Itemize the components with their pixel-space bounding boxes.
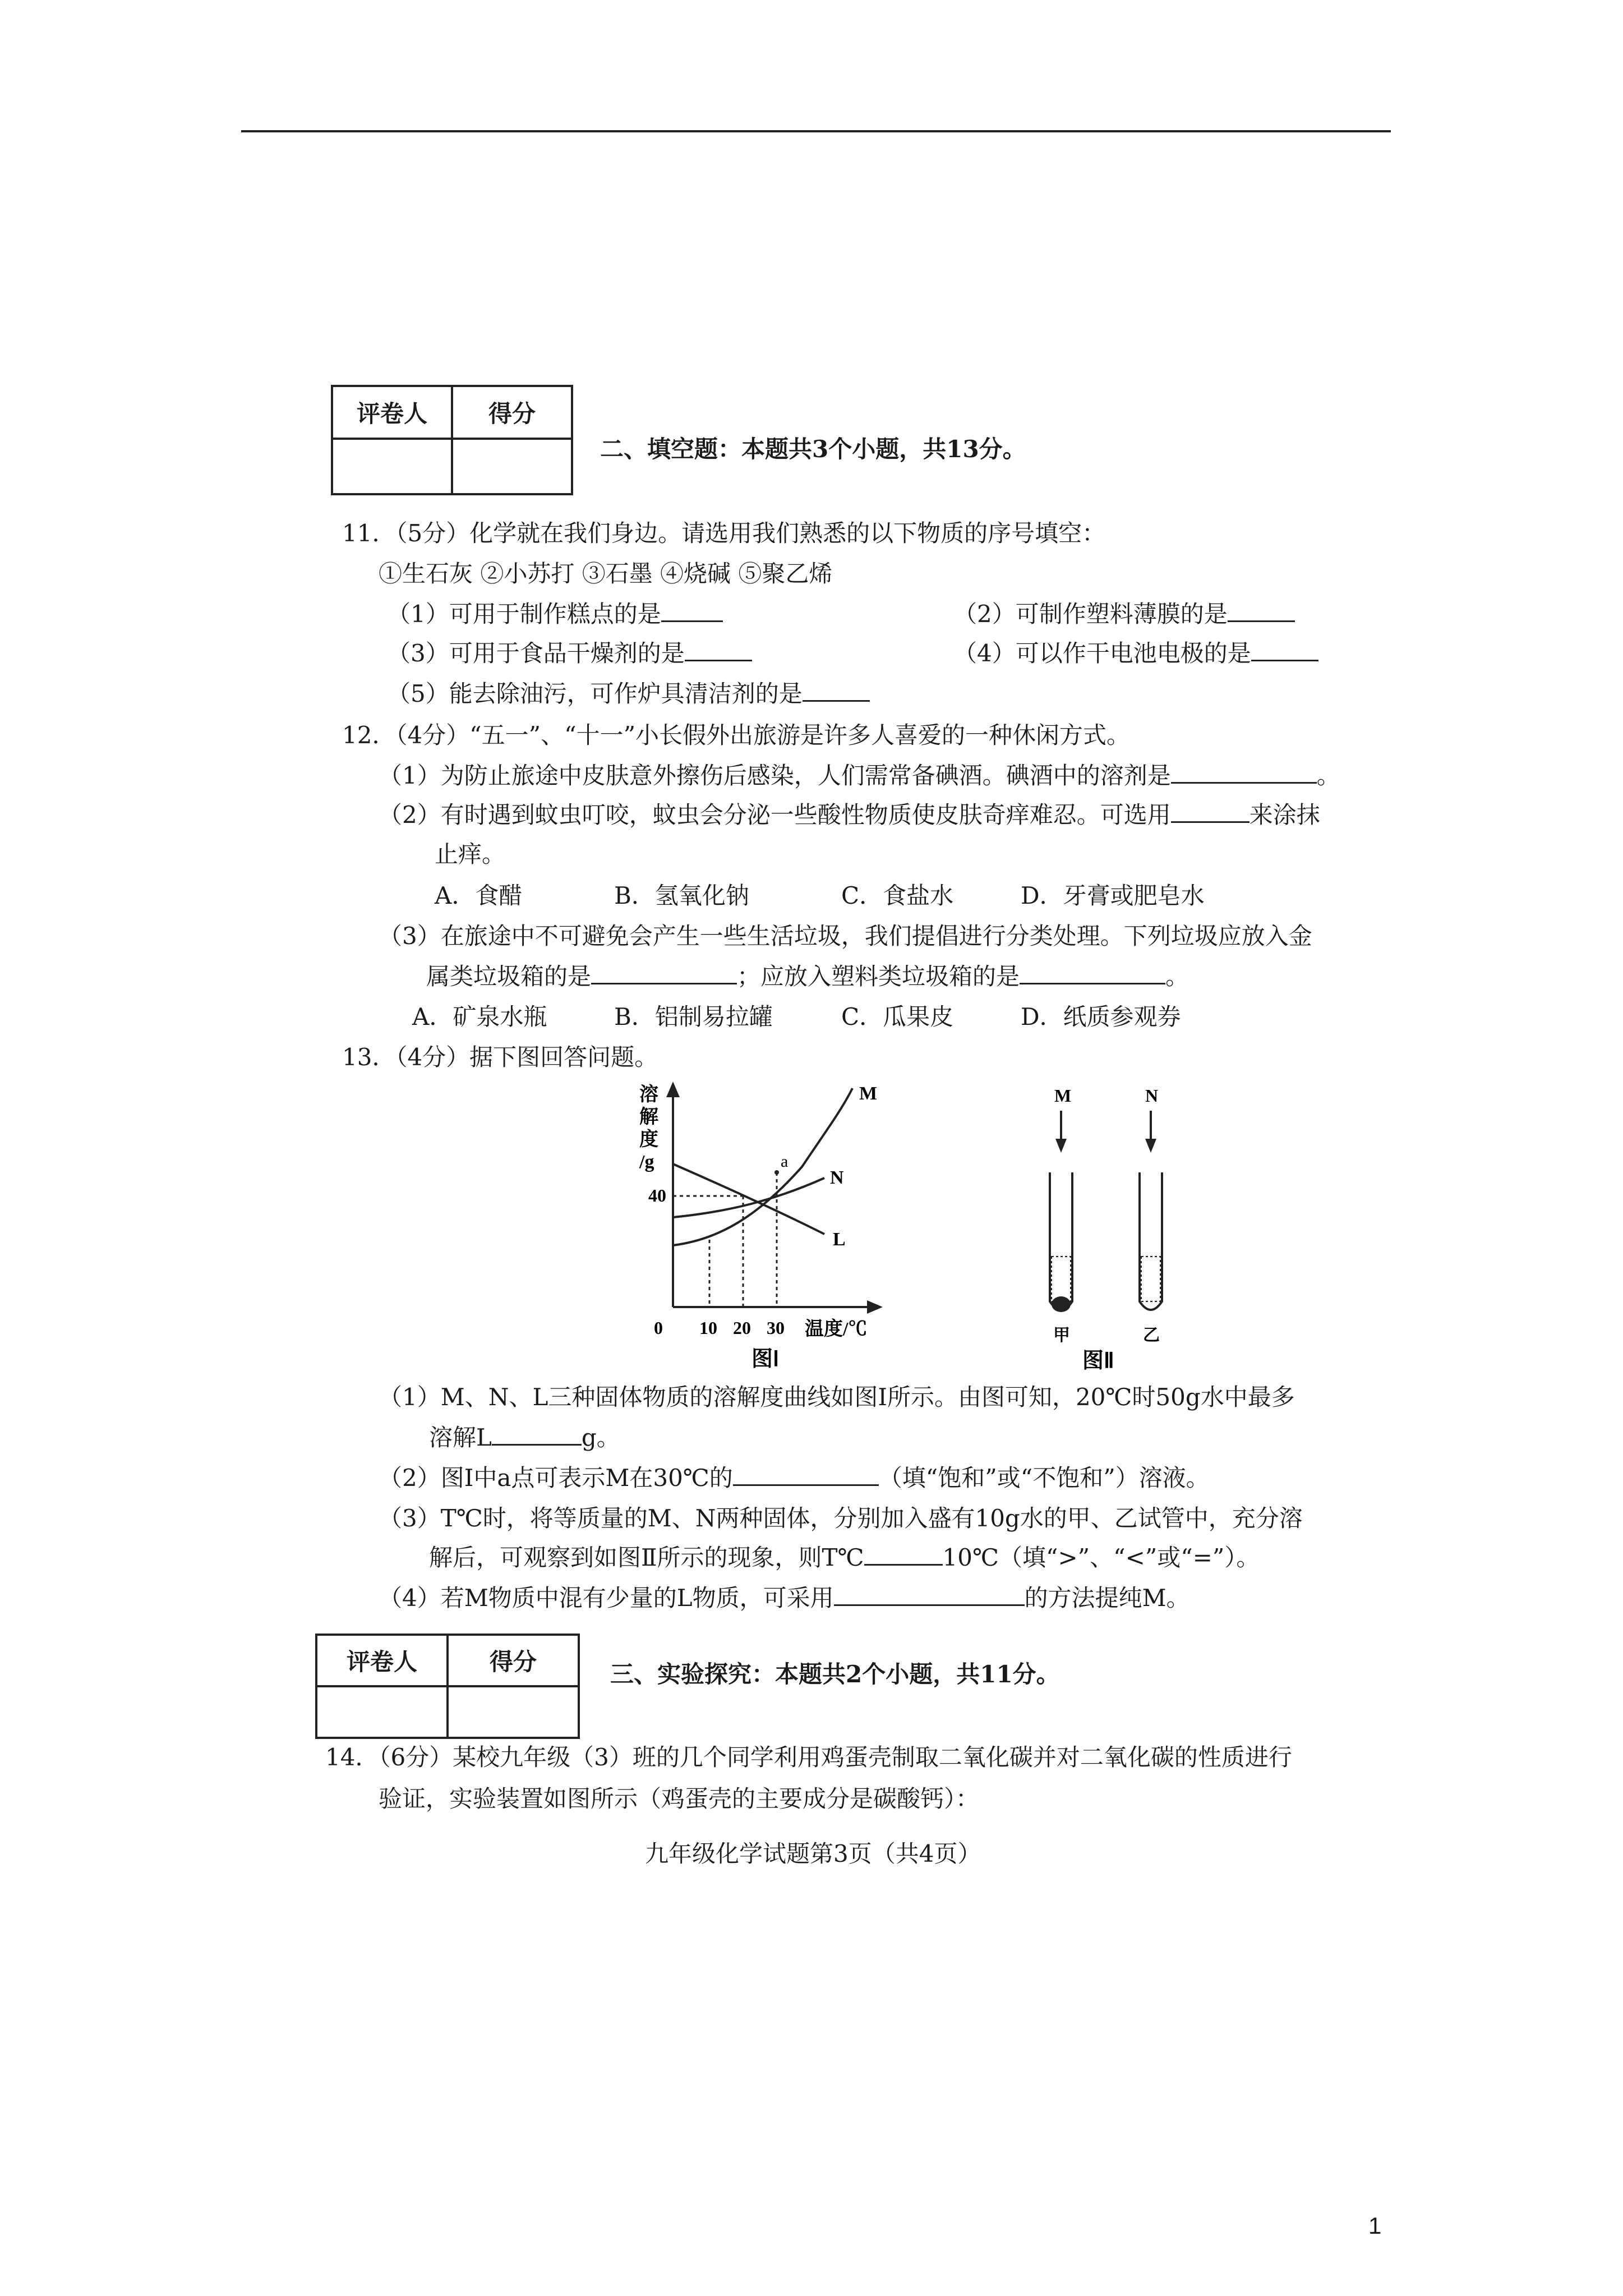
q11-part5-text: （5）能去除油污，可作炉具清洁剂的是 bbox=[387, 680, 803, 707]
q12-option-b: B．氢氧化钠 bbox=[614, 882, 749, 909]
q12-option-d: D．牙膏或肥皂水 bbox=[1021, 882, 1205, 909]
q12-option3-d: D．纸质参观券 bbox=[1021, 1003, 1181, 1030]
tube-label-m: M bbox=[1054, 1085, 1072, 1106]
q13-part1-text-b: 溶解L bbox=[429, 1424, 492, 1451]
answer-blank bbox=[685, 660, 752, 661]
q11-part2 bbox=[953, 602, 1295, 626]
curve-m bbox=[673, 1088, 852, 1245]
q12-part2-cont: 止痒。 bbox=[435, 840, 506, 868]
y-axis-label-2: 解 bbox=[639, 1107, 658, 1128]
q11-part2-text: （2）可制作塑料薄膜的是 bbox=[953, 600, 1228, 628]
q12-stem: 12．（4分）“五一”、“十一”小长假外出旅游是许多人喜爱的一种休闲方式。 bbox=[342, 721, 1131, 749]
x-tick-10: 10 bbox=[699, 1318, 717, 1338]
answer-blank bbox=[1020, 983, 1165, 984]
page-footer-label: 九年级化学试题第3页（共4页） bbox=[645, 1840, 981, 1867]
q11-part4 bbox=[953, 639, 1318, 667]
score-label: 得分 bbox=[452, 386, 572, 439]
page-number: 1 bbox=[1368, 2212, 1382, 2239]
q11-part1-text: （1）可用于制作糕点的是 bbox=[387, 600, 661, 628]
figure-1-caption: 图Ⅰ bbox=[751, 1347, 780, 1371]
x-tick-20: 20 bbox=[733, 1318, 751, 1338]
point-a bbox=[774, 1170, 779, 1175]
tube-jia-precipitate bbox=[1052, 1296, 1071, 1312]
grader-label: 评卷人 bbox=[316, 1635, 448, 1686]
x-axis-label: 温度/℃ bbox=[805, 1319, 868, 1340]
q12-part3-text-b: 属类垃圾箱的是 bbox=[426, 963, 592, 990]
tube-yi bbox=[1140, 1172, 1162, 1310]
tube-label-jia: 甲 bbox=[1053, 1326, 1070, 1345]
q13-part1-cont bbox=[429, 1426, 620, 1450]
grader-cell bbox=[332, 439, 452, 494]
x-tick-30: 30 bbox=[767, 1318, 785, 1338]
answer-blank bbox=[803, 700, 870, 702]
answer-blank bbox=[1228, 620, 1295, 622]
q12-part3-text-d: 。 bbox=[1165, 963, 1189, 990]
score-box-section3 bbox=[315, 1634, 580, 1739]
top-rule bbox=[241, 130, 1391, 132]
q12-option3-c: C．瓜果皮 bbox=[841, 1003, 954, 1030]
q13-part4-text: （4）若M物质中混有少量的L物质，可采用 bbox=[379, 1584, 834, 1612]
arrow-m-head bbox=[1055, 1139, 1067, 1153]
q11-part4-text: （4）可以作干电池电极的是 bbox=[953, 639, 1251, 667]
y-axis-label-4: /g bbox=[639, 1152, 654, 1172]
q13-part4 bbox=[379, 1586, 1190, 1610]
q12-part2-text-b: 来涂抹 bbox=[1249, 801, 1320, 829]
q11-part3 bbox=[387, 639, 752, 667]
x-origin: 0 bbox=[654, 1318, 663, 1338]
answer-blank bbox=[1171, 782, 1317, 784]
figure-1-solubility-graph bbox=[606, 1071, 909, 1374]
q13-part1: （1）M、N、L三种固体物质的溶解度曲线如图Ⅰ所示。由图可知，20℃时50g水中最多 bbox=[379, 1383, 1295, 1411]
answer-blank bbox=[661, 620, 723, 622]
curve-label-l: L bbox=[833, 1229, 846, 1250]
tube-yi-liquid bbox=[1141, 1257, 1160, 1301]
answer-blank bbox=[492, 1444, 582, 1446]
curve-label-n: N bbox=[830, 1167, 844, 1188]
q13-stem: 13．（4分）据下图回答问题。 bbox=[342, 1043, 658, 1071]
q12-part3-text-c: ；应放入塑料类垃圾箱的是 bbox=[737, 963, 1020, 990]
q11-options: ①生石灰 ②小苏打 ③石墨 ④烧碱 ⑤聚乙烯 bbox=[379, 560, 833, 587]
tube-label-yi: 乙 bbox=[1143, 1326, 1160, 1345]
q14-line2: 验证，实验装置如图所示（鸡蛋壳的主要成分是碳酸钙）： bbox=[379, 1785, 980, 1812]
y-axis-label-3: 度 bbox=[639, 1129, 658, 1150]
grader-cell bbox=[316, 1686, 448, 1738]
q11-part5 bbox=[387, 682, 870, 706]
score-label: 得分 bbox=[448, 1635, 579, 1686]
curve-l bbox=[673, 1164, 824, 1234]
answer-blank bbox=[591, 983, 737, 984]
q13-part3-text-b: 解后，可观察到如图Ⅱ所示的现象，则T℃ bbox=[429, 1544, 864, 1571]
answer-blank bbox=[733, 1484, 879, 1486]
q14-line1: 14．（6分）某校九年级（3）班的几个同学利用鸡蛋壳制取二氧化碳并对二氧化碳的性质进行 bbox=[325, 1743, 1292, 1771]
y-axis-arrow bbox=[666, 1082, 680, 1097]
curve-label-m: M bbox=[859, 1083, 878, 1104]
q12-part3-cont bbox=[426, 965, 1189, 988]
q11-part3-text: （3）可用于食品干燥剂的是 bbox=[387, 639, 685, 667]
section2-heading: 二、填空题：本题共3个小题，共13分。 bbox=[600, 435, 1026, 463]
point-a-label: a bbox=[781, 1152, 789, 1171]
figure-2-test-tubes bbox=[1021, 1077, 1234, 1374]
q12-part2 bbox=[379, 803, 1320, 827]
tube-jia-liquid bbox=[1052, 1257, 1071, 1301]
grader-label: 评卷人 bbox=[332, 386, 452, 439]
tube-label-n: N bbox=[1145, 1085, 1159, 1106]
q12-part1-text: （1）为防止旅途中皮肤意外擦伤后感染，人们需常备碘酒。碘酒中的溶剂是 bbox=[379, 762, 1171, 789]
q12-option-a: A．食醋 bbox=[435, 882, 523, 909]
q11-stem: 11．（5分）化学就在我们身边。请选用我们熟悉的以下物质的序号填空： bbox=[342, 519, 1106, 547]
x-axis-arrow bbox=[867, 1300, 883, 1314]
q12-option3-b: B．铝制易拉罐 bbox=[614, 1003, 773, 1030]
q13-part3-text-c: 10℃（填“>”、“<”或“=”）。 bbox=[942, 1544, 1260, 1571]
q12-part3: （3）在旅途中不可避免会产生一些生活垃圾，我们提倡进行分类处理。下列垃圾应放入金 bbox=[379, 922, 1312, 950]
answer-blank bbox=[1171, 821, 1249, 823]
answer-blank bbox=[834, 1604, 1025, 1606]
q12-option-c: C．食盐水 bbox=[841, 882, 954, 909]
q12-part1 bbox=[379, 764, 1340, 788]
y-axis-label-1: 溶 bbox=[639, 1084, 658, 1105]
tube-jia bbox=[1050, 1172, 1072, 1310]
q11-part1 bbox=[387, 602, 723, 626]
q13-part2-text: （2）图Ⅰ中a点可表示M在30℃的 bbox=[379, 1464, 733, 1492]
section3-heading: 三、实验探究：本题共2个小题，共11分。 bbox=[610, 1660, 1060, 1688]
answer-blank bbox=[1251, 660, 1318, 661]
figure-2-caption: 图Ⅱ bbox=[1082, 1349, 1114, 1373]
score-cell bbox=[448, 1686, 579, 1738]
answer-blank bbox=[864, 1564, 943, 1566]
q13-part1-text-c: g。 bbox=[581, 1424, 620, 1451]
arrow-n-head bbox=[1145, 1139, 1156, 1153]
q12-part1-end: 。 bbox=[1316, 762, 1340, 789]
q13-part2-text-b: （填“饱和”或“不饱和”）溶液。 bbox=[878, 1464, 1210, 1492]
q13-part3: （3）T℃时，将等质量的M、N两种固体，分别加入盛有10g水的甲、乙试管中，充分溶 bbox=[379, 1504, 1303, 1532]
q13-part3-cont bbox=[429, 1546, 1260, 1570]
score-box-section2 bbox=[331, 385, 573, 495]
q12-option3-a: A．矿泉水瓶 bbox=[412, 1003, 547, 1030]
q13-part4-text-b: 的方法提纯M。 bbox=[1024, 1584, 1190, 1612]
q12-part2-text: （2）有时遇到蚊虫叮咬，蚊虫会分泌一些酸性物质使皮肤奇痒难忍。可选用 bbox=[379, 801, 1171, 829]
score-cell bbox=[452, 439, 572, 494]
q13-part2 bbox=[379, 1466, 1210, 1490]
y-tick-40: 40 bbox=[648, 1185, 666, 1205]
